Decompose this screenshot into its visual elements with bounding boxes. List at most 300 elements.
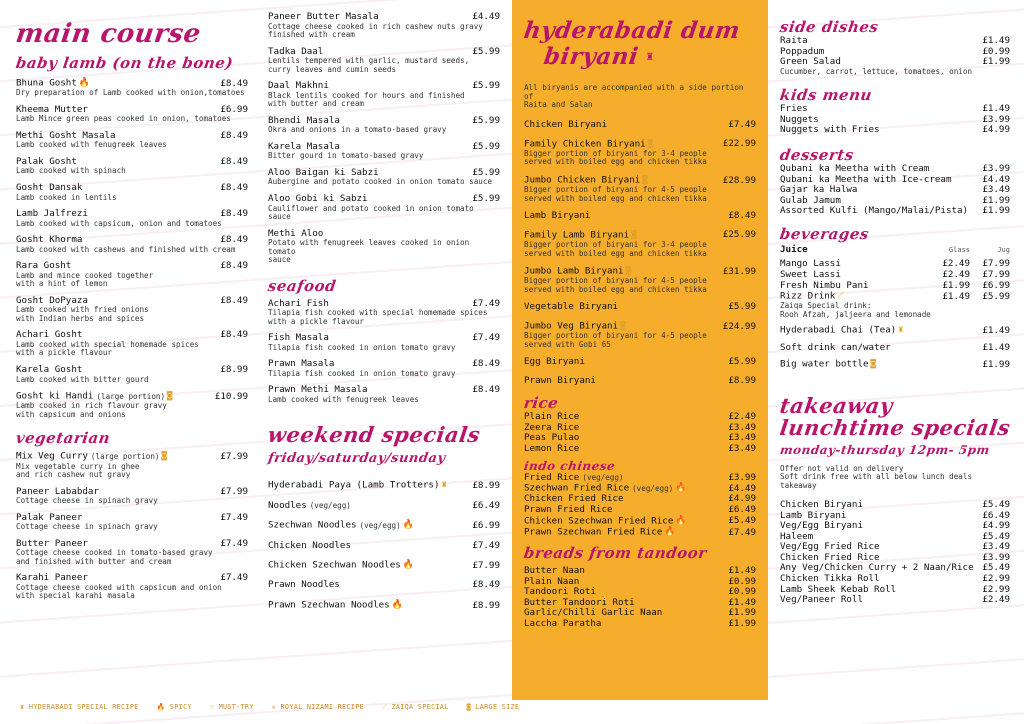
- item-price: £5.99: [472, 114, 500, 126]
- menu-item: [268, 168, 500, 187]
- large-size-icon: ◙: [167, 391, 173, 402]
- large-size-icon: ◙: [161, 451, 167, 462]
- item-description: Lentils tempered with garlic, mustard seeds, curry leaves and cumin seeds: [268, 56, 470, 74]
- item-name: Big water bottle: [780, 358, 869, 370]
- item-price: £4.49: [472, 11, 500, 22]
- juice-list: [780, 259, 1010, 302]
- item-suffix: (veg/egg): [632, 483, 674, 493]
- item-name: Gosht Khorma: [16, 234, 83, 246]
- item-price: £7.49: [220, 537, 248, 549]
- menu-item: [524, 516, 756, 527]
- item-price: £5.99: [472, 192, 500, 204]
- item-name: Gulab Jamum: [780, 194, 841, 206]
- menu-item: [780, 325, 1010, 336]
- menu-item: [780, 359, 1010, 370]
- item-name: Jumbo Veg Biryani: [524, 320, 619, 332]
- menu-item: [268, 480, 500, 491]
- weekend-list: [268, 480, 500, 611]
- item-price: £24.99: [722, 320, 756, 332]
- item-description: Lamb cooked with spinach: [16, 166, 126, 176]
- beverages-list: [780, 325, 1010, 370]
- item-name: Chicken Fried Rice: [780, 551, 880, 563]
- item-price: £4.99: [982, 520, 1010, 532]
- breads-list: [524, 566, 756, 629]
- item-name: Paneer Lababdar: [16, 485, 99, 497]
- menu-item: [524, 444, 756, 455]
- menu-item: [780, 343, 1010, 354]
- spicy-icon: 🔥: [78, 78, 91, 88]
- menu-item: [268, 12, 500, 40]
- legend-large: ◙ LARGE SIZE: [466, 703, 520, 711]
- spicy-icon: 🔥: [675, 515, 687, 526]
- item-price: £31.99: [722, 265, 756, 277]
- menu-item: [16, 157, 248, 176]
- item-name: Prawn Noodles: [268, 579, 340, 591]
- item-name: Chicken Noodles: [268, 539, 351, 551]
- side-dishes-list: [780, 36, 1010, 68]
- item-name: Kheema Mutter: [16, 103, 88, 115]
- juice-name: Mango Lassi: [780, 258, 841, 270]
- item-description: Lamb cooked with fenugreek leaves: [268, 394, 419, 404]
- biryani-note: All biryanis are accompanied with a side portion of Raita and Salan: [524, 83, 744, 110]
- menu-item: [16, 539, 248, 567]
- item-price: £28.99: [722, 174, 756, 186]
- item-name: Mix Veg Curry: [16, 450, 88, 462]
- item-price: £1.49: [982, 35, 1010, 46]
- item-name: Fries: [780, 103, 808, 115]
- menu-item: [524, 139, 756, 167]
- item-price: £10.99: [214, 390, 248, 402]
- menu-item: [268, 116, 500, 135]
- column-3-biryani: [512, 0, 768, 700]
- takeaway-list: [780, 500, 1010, 606]
- item-description: Bigger portion of biryani for 4-5 people served with boiled egg and chicken tikka: [524, 185, 707, 203]
- item-name: Karahi Paneer: [16, 572, 88, 584]
- item-name: Qubani ka Meetha with Cream: [780, 162, 930, 174]
- menu-item: [780, 595, 1010, 606]
- item-name: Daal Makhni: [268, 80, 329, 92]
- zaiqa-special-icon: ⟋: [837, 291, 844, 302]
- juice-glass-price: £2.49: [942, 258, 970, 270]
- item-name: Veg/Paneer Roll: [780, 594, 863, 606]
- item-name: Prawn Fried Rice: [524, 504, 613, 516]
- item-price: £6.99: [220, 103, 248, 115]
- item-description: Cottage cheese in spinach gravy: [16, 522, 158, 532]
- legend-must-try: ☝ MUST-TRY: [209, 703, 254, 711]
- item-description: Lamb cooked in rich flavour gravy with capsicum and onions: [16, 401, 167, 419]
- juice-name: Fresh Nimbu Pani: [780, 279, 869, 291]
- item-name: Jumbo Lamb Biryani: [524, 265, 624, 277]
- royal-nizami-icon: ♔: [271, 703, 277, 711]
- item-name: Karela Masala: [268, 140, 340, 152]
- rice-list: [524, 412, 756, 454]
- column-4: [770, 0, 1024, 700]
- item-description: Bigger portion of biryani for 4-5 people served with Gobi 65: [524, 331, 707, 349]
- menu-item: [16, 513, 248, 532]
- item-name: Veg/Egg Biryani: [780, 520, 863, 532]
- item-name: Prawn Szechwan Noodles: [268, 599, 390, 611]
- item-suffix: (large portion): [90, 451, 160, 461]
- item-name: Methi Gosht Masala: [16, 129, 116, 141]
- item-suffix: (large portion): [96, 391, 166, 401]
- item-description: Lamb and mince cooked together with a hint of lemon: [16, 270, 154, 289]
- takeaway-note: Offer not valid on delivery Soft drink free with all below lunch deals takeaway: [780, 463, 973, 490]
- spicy-icon: 🔥: [156, 703, 166, 711]
- item-name: Jumbo Chicken Biryani: [524, 174, 641, 186]
- menu-item: [524, 175, 756, 203]
- item-price: £1.99: [982, 56, 1010, 68]
- menu-item: [524, 266, 756, 294]
- rizz-note: Zaiqa Special drink: Rooh Afzah, jaljeera and lemonade: [780, 301, 931, 319]
- hyderabadi-special-icon: ♜: [898, 325, 904, 336]
- menu-item: [16, 209, 248, 228]
- item-name: Aloo Baigan ki Sabzi: [268, 166, 379, 178]
- takeaway-title-line2: lunchtime specials: [778, 414, 1013, 440]
- item-name: Nuggets: [780, 113, 819, 125]
- item-name: Green Salad: [780, 56, 841, 68]
- item-description: Tilapia fish cooked in onion tomato gravy: [268, 368, 456, 378]
- item-description: Bitter gourd in tomato-based gravy: [268, 151, 424, 161]
- spicy-icon: 🔥: [402, 520, 414, 531]
- spicy-icon: 🔥: [664, 526, 676, 537]
- item-name: Bhuna Gosht: [16, 77, 77, 89]
- menu-item: [16, 330, 248, 358]
- seafood-list: [268, 299, 500, 405]
- weekend-days: friday/saturday/sunday: [267, 451, 447, 467]
- item-price: £1.49: [982, 325, 1010, 337]
- item-price: £0.99: [982, 45, 1010, 57]
- item-price: £22.99: [722, 138, 756, 150]
- menu-item: [524, 211, 756, 222]
- juice-glass-price: £2.49: [942, 269, 970, 281]
- item-description: Lamb cooked with capsicum, onion and tomatoes: [16, 218, 222, 228]
- large-size-icon: ◙: [466, 703, 471, 711]
- item-price: £8.49: [220, 329, 248, 341]
- item-description: Cottage cheese in spinach gravy: [16, 496, 158, 506]
- hyderabadi-special-icon: ♜: [20, 703, 25, 711]
- side-dishes-note: Cucumber, carrot, lettuce, tomatoes, onion: [780, 66, 973, 76]
- hyderabadi-special-icon: ♜: [441, 480, 447, 491]
- item-name: Rara Gosht: [16, 260, 72, 272]
- item-description: Cottage cheese cooked with capsicum and onion with special karahi masala: [16, 582, 222, 601]
- item-name: Chicken Szechwan Noodles: [268, 559, 401, 571]
- item-price: £7.49: [472, 297, 500, 309]
- item-price: £6.49: [982, 509, 1010, 521]
- item-price: £1.99: [728, 607, 756, 619]
- item-suffix: (veg/egg): [582, 472, 624, 482]
- juice-jug-price: £7.99: [982, 258, 1010, 270]
- item-name: Prawn Szechwan Fried Rice: [524, 526, 663, 538]
- item-description: Cottage cheese cooked in tomato-based gravy and finished with butter and cream: [16, 548, 213, 566]
- weekend-specials-title: weekend specials: [266, 422, 482, 448]
- item-price: £8.49: [220, 181, 248, 193]
- item-name: Prawn Masala: [268, 358, 335, 370]
- large-size-icon: ◙: [870, 359, 876, 370]
- item-name: Prawn Methi Masala: [268, 384, 368, 396]
- item-name: Karela Gosht: [16, 363, 83, 375]
- item-price: £8.49: [472, 579, 500, 591]
- menu-item: [780, 125, 1010, 136]
- glass-label: Glass: [948, 245, 970, 254]
- item-suffix: (veg/egg): [359, 520, 401, 530]
- item-name: Lemon Rice: [524, 443, 580, 455]
- item-description: Dry preparation of Lamb cooked with onion,tomatoes: [16, 88, 245, 98]
- zaiqa-special-icon: ⟋: [381, 703, 388, 711]
- item-name: Lamb Biryani: [780, 509, 847, 521]
- item-name: Any Veg/Chicken Curry + 2 Naan/Rice: [780, 562, 974, 574]
- menu-item: [16, 261, 248, 289]
- biryani-title-line1: hyderabadi dum: [522, 17, 742, 44]
- item-name: Laccha Paratha: [524, 617, 602, 629]
- item-description: Tilapia fish cooked in onion tomato gravy: [268, 342, 456, 352]
- item-price: £3.99: [982, 113, 1010, 125]
- item-name: Methi Aloo: [268, 227, 324, 239]
- item-price: £1.49: [982, 341, 1010, 353]
- item-description: Aubergine and potato cooked in onion tomato sauce: [268, 177, 493, 187]
- spicy-icon: 🔥: [402, 560, 414, 571]
- item-name: Garlic/Chilli Garlic Naan: [524, 607, 663, 619]
- item-price: £8.49: [220, 77, 248, 89]
- item-name: Zeera Rice: [524, 421, 580, 433]
- item-name: Chicken Biryani: [780, 499, 863, 510]
- desserts-list: [780, 164, 1010, 217]
- menu-item: [16, 105, 248, 124]
- item-description: Lamb cooked with special homemade spices with a pickle flavour: [16, 339, 199, 358]
- item-name: Assorted Kulfi (Mango/Malai/Pista): [780, 205, 969, 217]
- item-name: Chicken Biryani: [524, 119, 607, 131]
- menu-item: [268, 580, 500, 591]
- vegetarian-list-1: [16, 451, 248, 601]
- menu-item: [524, 376, 756, 387]
- item-price: £8.99: [472, 599, 500, 611]
- item-price: £1.49: [728, 596, 756, 608]
- item-price: £2.99: [982, 573, 1010, 585]
- item-name: Tandoori Roti: [524, 586, 596, 598]
- menu-item: [268, 600, 500, 611]
- menu-item: [16, 365, 248, 384]
- item-price: £2.49: [728, 411, 756, 423]
- item-name: Palak Gosht: [16, 155, 77, 167]
- legend-royal: ♔ ROYAL NIZAMI RECIPE: [271, 703, 364, 711]
- vegetarian-title: vegetarian: [14, 429, 112, 448]
- item-price: £8.49: [472, 384, 500, 396]
- item-price: £3.99: [982, 162, 1010, 174]
- legend-spicy: 🔥 SPICY: [156, 703, 192, 711]
- item-name: Achari Gosht: [16, 329, 83, 341]
- juice-row: [780, 281, 1010, 292]
- juice-glass-price: £1.49: [942, 290, 970, 302]
- item-price: £5.49: [728, 515, 756, 527]
- item-name: Lamb Jalfrezi: [16, 208, 88, 220]
- side-dishes-title: side dishes: [778, 18, 880, 36]
- menu-item: [524, 619, 756, 630]
- baby-lamb-title: baby lamb (on the bone): [14, 54, 235, 72]
- item-description: Okra and onions in a tomato-based gravy: [268, 125, 447, 135]
- item-name: Achari Fish: [268, 297, 329, 309]
- menu-item: [16, 78, 248, 98]
- menu-item: [268, 142, 500, 161]
- item-description: Lamb cooked with fried onions with Indian herbs and spices: [16, 305, 149, 323]
- item-name: Paneer Butter Masala: [268, 11, 379, 22]
- kids-menu-title: kids menu: [778, 86, 874, 105]
- menu-item: [524, 527, 756, 538]
- juice-glass-price: £1.99: [942, 279, 970, 291]
- item-name: Chicken Tikka Roll: [780, 573, 880, 585]
- column-2: [258, 0, 510, 700]
- item-name: Plain Rice: [524, 411, 580, 423]
- seafood-title: seafood: [266, 276, 338, 295]
- large-size-icon: ◙: [620, 320, 626, 331]
- large-size-icon: ◙: [631, 229, 637, 240]
- item-price: £8.49: [220, 260, 248, 272]
- item-price: £2.99: [982, 583, 1010, 595]
- item-price: £4.99: [982, 124, 1010, 136]
- item-description: Cottage cheese cooked in rich cashew nuts gravy finished with cream: [268, 21, 483, 40]
- item-price: £3.99: [728, 471, 756, 483]
- menu-item: [268, 81, 500, 109]
- menu-item: [268, 359, 500, 378]
- item-name: Chicken Fried Rice: [524, 493, 624, 505]
- item-price: £4.49: [728, 482, 756, 494]
- item-name: Egg Biryani: [524, 356, 585, 368]
- item-price: £8.99: [220, 363, 248, 375]
- item-name: Szechwan Fried Rice: [524, 482, 630, 494]
- menu-item: [16, 573, 248, 601]
- takeaway-title-line1: takeaway: [778, 392, 895, 418]
- icon-legend: [20, 703, 520, 712]
- item-name: Hyderabadi Paya (Lamb Trotters): [268, 480, 440, 492]
- biryani-list: [524, 120, 756, 386]
- kids-list: [780, 104, 1010, 136]
- menu-item: [268, 229, 500, 265]
- item-name: Butter Tandoori Roti: [524, 596, 635, 608]
- item-name: Poppadum: [780, 45, 825, 57]
- item-price: £8.99: [472, 480, 500, 492]
- legend-zaiqa: ⟋ ZAIQA SPECIAL: [381, 703, 449, 711]
- item-price: £8.99: [728, 374, 756, 386]
- item-description: Lamb cooked with fenugreek leaves: [16, 140, 167, 150]
- item-price: £4.49: [982, 173, 1010, 185]
- item-name: Haleem: [780, 530, 814, 542]
- indo-chinese-title: indo chinese: [523, 458, 617, 473]
- column-1: [6, 0, 258, 700]
- item-price: £1.49: [728, 565, 756, 577]
- item-name: Family Lamb Biryani: [524, 229, 630, 241]
- large-size-icon: ◙: [647, 138, 654, 149]
- item-name: Gosht DoPyaza: [16, 294, 88, 306]
- item-price: £7.99: [472, 559, 500, 571]
- juice-name: Sweet Lassi: [780, 269, 841, 281]
- juice-jug-price: £5.99: [982, 290, 1010, 302]
- item-name: Fried Rice: [524, 471, 580, 483]
- juice-label: Juice: [780, 243, 808, 255]
- item-price: £8.49: [728, 210, 756, 222]
- item-description: Lamb cooked with bitter gourd: [16, 374, 149, 384]
- large-size-icon: ◙: [625, 266, 631, 277]
- item-price: £1.99: [982, 205, 1010, 217]
- item-name: Family Chicken Biryani: [524, 138, 646, 150]
- item-name: Nuggets with Fries: [780, 124, 880, 136]
- item-name: Soft drink can/water: [780, 341, 891, 353]
- item-name: Fish Masala: [268, 332, 329, 344]
- item-price: £2.49: [982, 594, 1010, 606]
- item-name: Bhendi Masala: [268, 114, 340, 126]
- menu-item: [16, 487, 248, 506]
- juice-jug-price: £7.99: [982, 269, 1010, 281]
- item-name: Gosht Dansak: [16, 181, 83, 193]
- item-description: Tilapia fish cooked with special homemade spices with a pickle flavour: [268, 308, 488, 326]
- item-price: £5.99: [728, 301, 756, 313]
- menu-item: [268, 194, 500, 222]
- item-price: £7.49: [728, 526, 756, 538]
- biryani-title-line2: biryani: [542, 43, 641, 70]
- menu-item: [268, 47, 500, 75]
- item-name: Hyderabadi Chai (Tea): [780, 325, 897, 337]
- item-price: £8.49: [220, 208, 248, 220]
- menu-item: [268, 520, 500, 531]
- menu-item: [524, 321, 756, 349]
- indo-chinese-list: [524, 473, 756, 538]
- menu-item: [16, 296, 248, 324]
- item-price: £8.49: [220, 294, 248, 306]
- menu-item: [268, 385, 500, 404]
- menu-item: [780, 521, 1010, 532]
- item-price: £3.49: [982, 184, 1010, 196]
- item-name: Lamb Sheek Kebab Roll: [780, 583, 897, 595]
- item-price: £3.49: [728, 432, 756, 444]
- juice-jug-price: £6.99: [982, 279, 1010, 291]
- juice-name: Rizz Drink: [780, 290, 836, 302]
- item-price: £1.99: [982, 194, 1010, 206]
- menu-item: [16, 451, 248, 479]
- item-price: £8.49: [220, 234, 248, 246]
- menu-item: [524, 230, 756, 258]
- item-price: £8.49: [472, 358, 500, 370]
- item-description: Potato with fenugreek leaves cooked in onion tomato sauce: [268, 238, 470, 265]
- item-price: £8.49: [220, 129, 248, 141]
- item-price: £25.99: [722, 229, 756, 241]
- item-name: Prawn Biryani: [524, 374, 596, 386]
- item-description: Bigger portion of biryani for 3-4 people served with boiled egg and chicken tikka: [524, 240, 707, 258]
- item-description: Lamb cooked with cashews and finished with cream: [16, 244, 236, 254]
- menu-item: [268, 501, 500, 512]
- item-name: Qubani ka Meetha with Ice-cream: [780, 173, 952, 185]
- menu-item: [524, 357, 756, 368]
- item-price: £1.99: [728, 617, 756, 629]
- menu-item: [524, 505, 756, 516]
- lamb-list: [16, 78, 248, 419]
- item-price: £5.99: [472, 166, 500, 178]
- item-price: £5.99: [472, 80, 500, 92]
- vegetarian-list-2: [268, 12, 500, 265]
- item-description: Cauliflower and potato cooked in onion tomato sauce: [268, 203, 474, 222]
- juice-header: [780, 245, 1010, 256]
- item-price: £7.49: [728, 119, 756, 131]
- menu-item: [16, 391, 248, 419]
- must-try-icon: ☝: [209, 703, 215, 711]
- item-name: Noodles: [268, 499, 307, 511]
- desserts-title: desserts: [778, 145, 856, 164]
- item-price: £1.99: [982, 358, 1010, 370]
- item-description: Bigger portion of biryani for 4-5 people served with boiled egg and chicken tikka: [524, 276, 707, 294]
- takeaway-days: monday-thursday 12pm- 5pm: [779, 442, 991, 457]
- spicy-icon: 🔥: [675, 483, 687, 494]
- item-name: Gosht ki Handi: [16, 390, 94, 402]
- item-name: Raita: [780, 35, 808, 46]
- spicy-icon: 🔥: [391, 599, 403, 610]
- item-price: £0.99: [728, 586, 756, 598]
- item-name: Peas Pulao: [524, 432, 580, 444]
